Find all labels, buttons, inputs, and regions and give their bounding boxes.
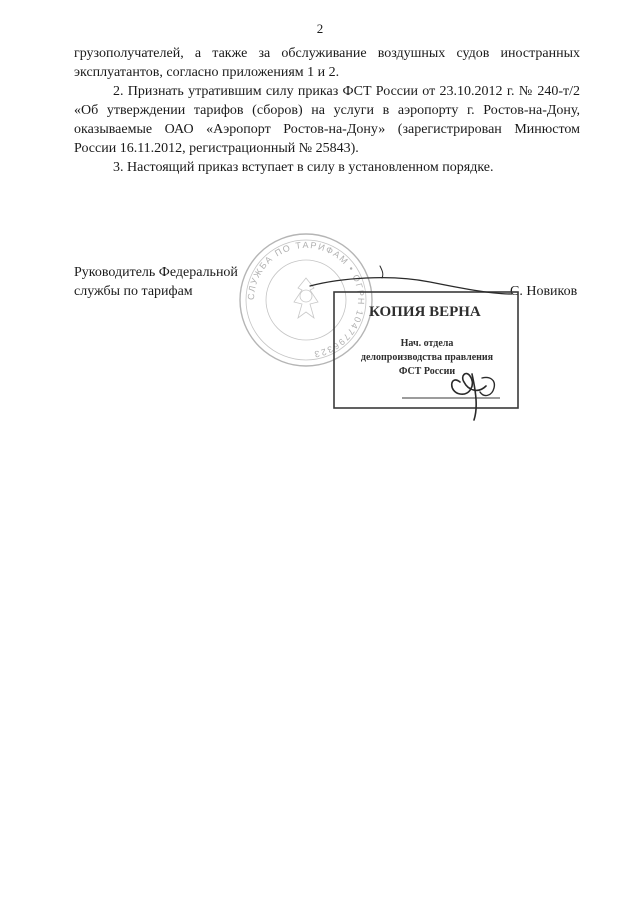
round-seal-text: СЛУЖБА ПО ТАРИФАМ • ОГРН 1047796323 (245, 239, 367, 360)
signer-title-line2: службы по тарифам (74, 284, 193, 299)
paragraph-continuation: грузополучателей, а также за обслуживание воздушных судов иностранных эксплуатантов, согласно приложениям 1 и 2. (74, 46, 580, 80)
copy-stamp-line1: Нач. отдела (400, 338, 454, 349)
document-body (74, 44, 580, 177)
paragraph-3: 3. Настоящий приказ вступает в силу в установленном порядке. (113, 160, 494, 175)
signer-name: С. Новиков (510, 284, 578, 299)
copy-stamp-line3: ФСТ России (398, 366, 456, 377)
copy-stamp-line2: делопроизводства правления (360, 352, 494, 363)
handwritten-signature (300, 264, 530, 434)
paragraph-2: 2. Признать утратившим силу приказ ФСТ России от 23.10.2012 г. № 240-т/2 «Об утверждении тарифов (сборов) на услуги в аэропорту г. Ростов-на-Дону, оказываемые ОАО «Аэропорт Ростов-на-Дону» (зарегистрирован Минюстом России 16.11.2012, регистрационный № 25843). (74, 84, 580, 156)
signer-title-line1: Руководитель Федеральной (74, 265, 238, 280)
page-number: 2 (316, 21, 324, 36)
signature-block (74, 263, 294, 301)
copy-stamp-heading: КОПИЯ ВЕРНА (369, 304, 481, 320)
